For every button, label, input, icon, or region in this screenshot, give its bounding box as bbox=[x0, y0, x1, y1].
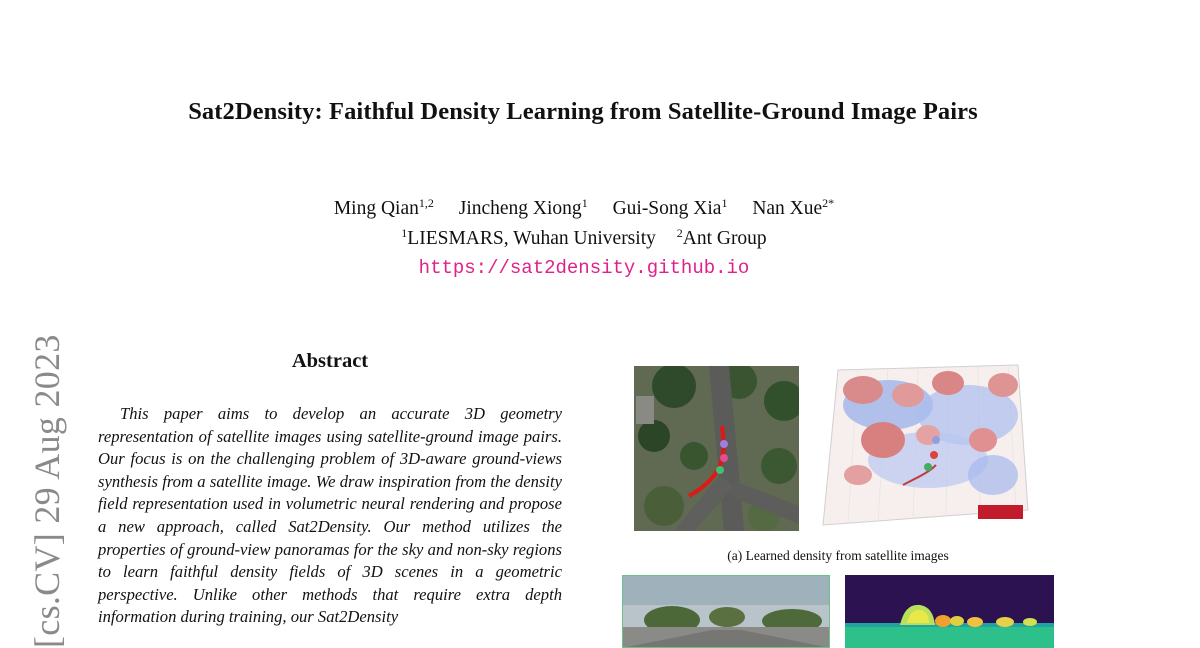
abstract-heading: Abstract bbox=[291, 350, 369, 372]
author-name: Ming Qian bbox=[333, 198, 419, 219]
author bbox=[752, 198, 834, 219]
author-affil-sup: 1 bbox=[581, 196, 588, 210]
affiliation-name: LIESMARS, Wuhan University bbox=[407, 228, 656, 249]
author-name: Nan Xue bbox=[752, 198, 823, 219]
author bbox=[613, 198, 728, 219]
author-affil-sup: 1,2 bbox=[418, 196, 434, 210]
author bbox=[459, 198, 588, 219]
depth-map-image bbox=[845, 575, 1054, 648]
arxiv-stamp: [cs.CV] 29 Aug 2023 bbox=[27, 334, 67, 648]
author-list bbox=[0, 198, 1168, 220]
author-name: Jincheng Xiong bbox=[458, 198, 582, 219]
affiliation-name: Ant Group bbox=[682, 228, 767, 249]
project-url-link[interactable]: https://sat2density.github.io bbox=[418, 257, 750, 279]
author-affil-sup: 1 bbox=[721, 196, 728, 210]
affiliation-sup: 1 bbox=[401, 226, 408, 240]
paper-title: Sat2Density: Faithful Density Learning from Satellite-Ground Image Pairs bbox=[188, 98, 978, 125]
author-name: Gui-Song Xia bbox=[612, 198, 722, 219]
affiliation-sup: 2 bbox=[676, 226, 683, 240]
affiliation bbox=[401, 228, 656, 249]
satellite-image bbox=[634, 366, 799, 531]
abstract-body: This paper aims to develop an accurate 3D geometry representation of satellite images using satellite-ground image pairs. Our focus is on the challenging problem of 3D-aware ground-views synthesis from a satellite image. We draw inspiration from the density field representation used in volumetric neural rendering and propose a new approach, called Sat2Density. Our method utilizes the properties of ground-view panoramas for the sky and non-sky regions to learn faithful density fields of 3D scenes in a geometric perspective. Unlike other methods that require extra depth information during training, our Sat2Density bbox=[98, 404, 562, 627]
density-field-plot bbox=[818, 355, 1032, 535]
author bbox=[334, 198, 434, 219]
affiliation-list bbox=[0, 228, 1168, 250]
figure-caption-a: (a) Learned density from satellite images bbox=[727, 548, 949, 563]
affiliation bbox=[677, 228, 767, 249]
author-affil-sup: 2* bbox=[822, 196, 835, 210]
ground-panorama-image bbox=[622, 575, 830, 648]
